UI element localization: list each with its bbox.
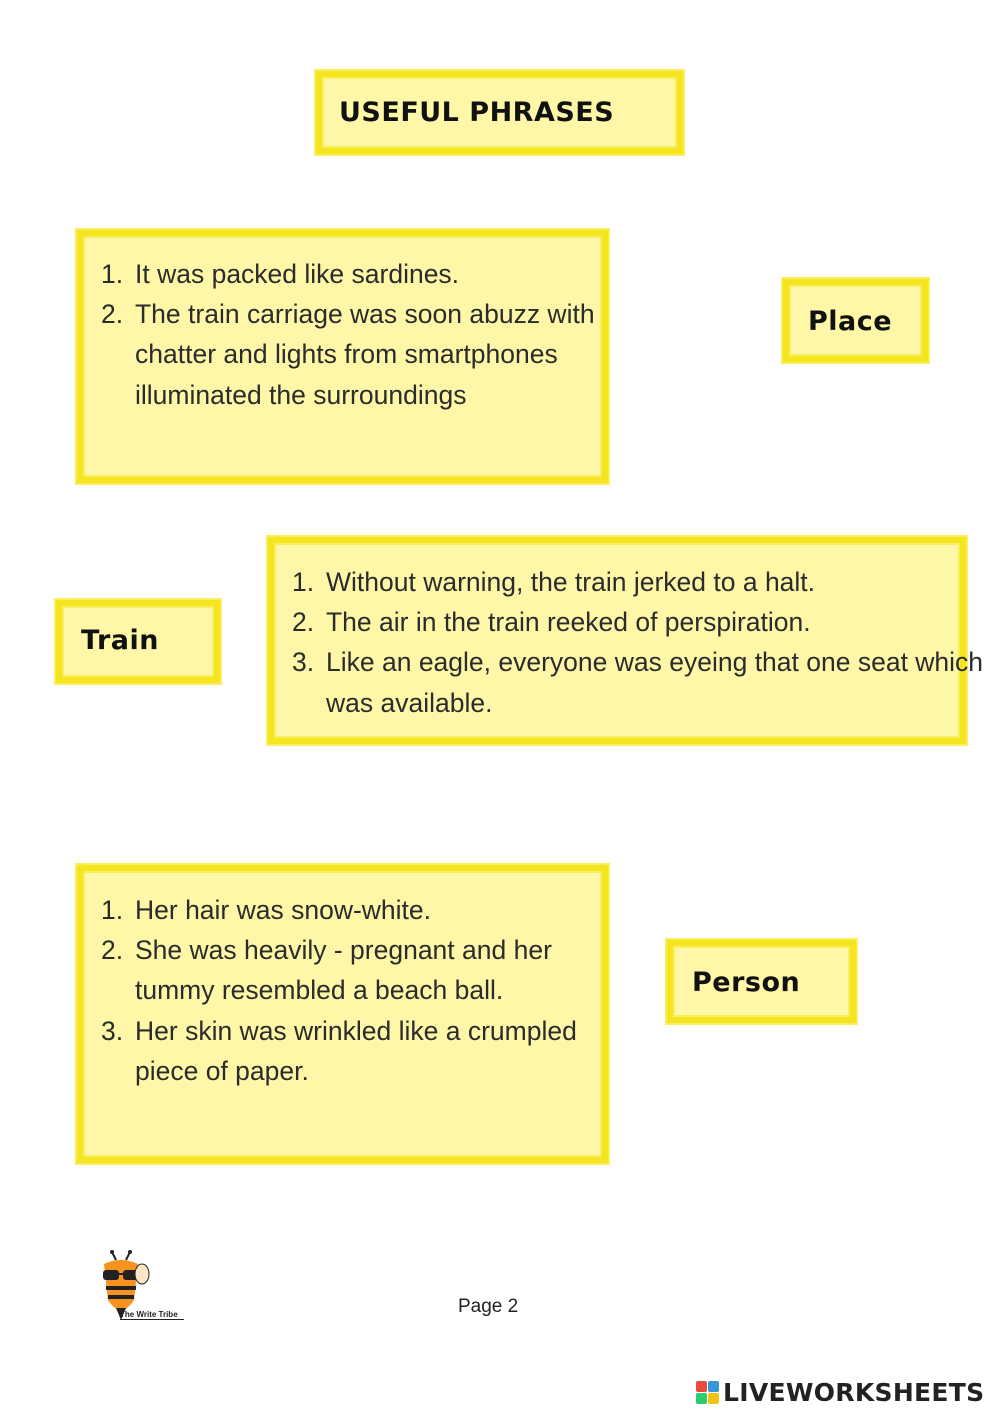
page-number: Page 2 [458, 1296, 519, 1317]
liveworksheets-logo-icon [696, 1381, 719, 1404]
liveworksheets-watermark [696, 1378, 984, 1407]
person-category-label: Person [692, 967, 801, 998]
page-title: USEFUL PHRASES [339, 97, 615, 128]
list-item: The train carriage was soon abuzz with chatter and lights from smartphones illuminated the surroundings [135, 299, 595, 410]
place-category-label: Place [808, 306, 893, 337]
list-item: She was heavily - pregnant and her tummy resembled a beach ball. [135, 935, 552, 1006]
train-phrases-list [268, 562, 986, 723]
person-phrases-list [77, 890, 605, 1091]
list-item: Her hair was snow-white. [135, 895, 432, 925]
watermark-text: LIVEWORKSHEETS [723, 1378, 985, 1407]
list-item: The air in the train reeked of perspiration. [326, 607, 811, 638]
list-item: Without warning, the train jerked to a halt. [326, 567, 816, 597]
list-item: Like an eagle, everyone was eyeing that one seat which was available. [326, 647, 984, 718]
place-phrases-list [77, 254, 645, 415]
train-category-label: Train [81, 625, 159, 656]
logo-text: The Write Tribe [120, 1310, 184, 1320]
write-tribe-logo [98, 1250, 208, 1326]
list-item: Her skin was wrinkled like a crumpled piece of paper. [135, 1015, 577, 1086]
list-item: It was packed like sardines. [135, 259, 460, 289]
